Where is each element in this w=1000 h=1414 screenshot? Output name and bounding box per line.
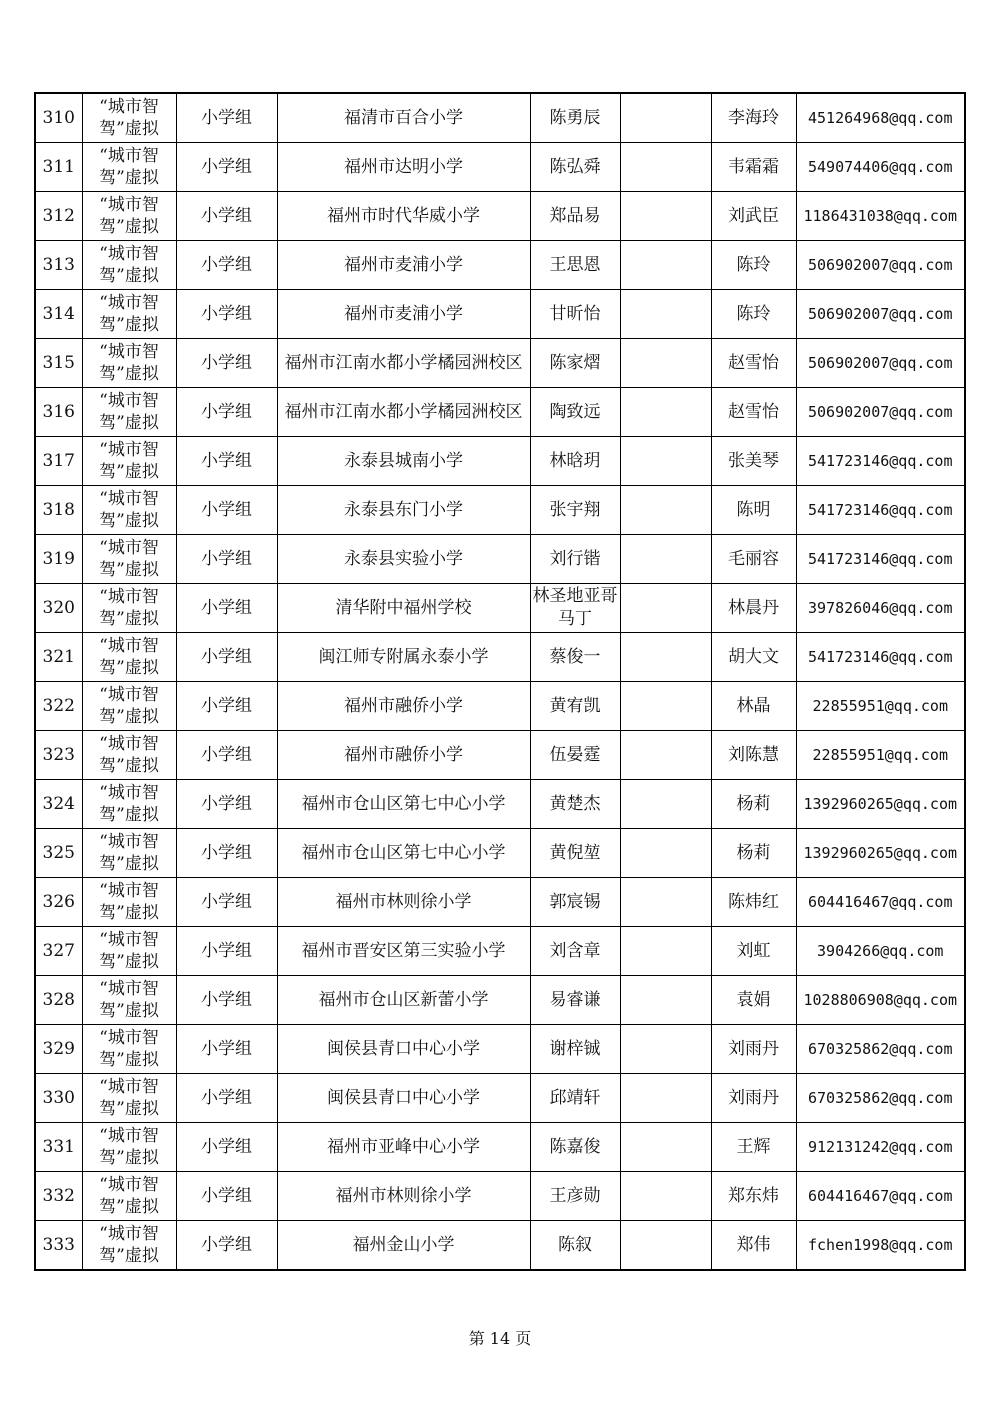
- student-name-cell: 张宇翔: [530, 486, 620, 535]
- serial-number-cell: 321: [35, 633, 82, 682]
- email-cell: 1392960265@qq.com: [796, 780, 965, 829]
- school-cell: 福州市达明小学: [277, 143, 530, 192]
- table-row: [35, 829, 965, 878]
- serial-number-cell: 331: [35, 1123, 82, 1172]
- event-cell: “城市智驾”虚拟: [82, 486, 176, 535]
- event-cell: “城市智驾”虚拟: [82, 1074, 176, 1123]
- teacher-name-cell: 韦霜霜: [711, 143, 796, 192]
- teacher-name-cell: 陈玲: [711, 290, 796, 339]
- school-cell: 福州市融侨小学: [277, 731, 530, 780]
- table-row: [35, 1025, 965, 1074]
- teacher-name-cell: 陈明: [711, 486, 796, 535]
- student-name-cell: 谢梓铖: [530, 1025, 620, 1074]
- school-cell: 福州市江南水都小学橘园洲校区: [277, 339, 530, 388]
- email-cell: 604416467@qq.com: [796, 1172, 965, 1221]
- school-cell: 福州市麦浦小学: [277, 241, 530, 290]
- school-cell: 福州市仓山区新蕾小学: [277, 976, 530, 1025]
- teacher-name-cell: 郑东炜: [711, 1172, 796, 1221]
- event-cell: “城市智驾”虚拟: [82, 1172, 176, 1221]
- school-cell: 闽侯县青口中心小学: [277, 1025, 530, 1074]
- group-cell: 小学组: [176, 192, 277, 241]
- school-cell: 闽江师专附属永泰小学: [277, 633, 530, 682]
- teacher-name-cell: 林晨丹: [711, 584, 796, 633]
- empty-cell: [620, 339, 711, 388]
- email-cell: 541723146@qq.com: [796, 437, 965, 486]
- student-name-cell: 郭宸锡: [530, 878, 620, 927]
- email-cell: 549074406@qq.com: [796, 143, 965, 192]
- empty-cell: [620, 290, 711, 339]
- event-cell: “城市智驾”虚拟: [82, 682, 176, 731]
- event-cell: “城市智驾”虚拟: [82, 192, 176, 241]
- email-cell: 670325862@qq.com: [796, 1025, 965, 1074]
- group-cell: 小学组: [176, 1172, 277, 1221]
- student-name-cell: 陈家熠: [530, 339, 620, 388]
- event-cell: “城市智驾”虚拟: [82, 1123, 176, 1172]
- table-row: [35, 731, 965, 780]
- serial-number-cell: 328: [35, 976, 82, 1025]
- group-cell: 小学组: [176, 584, 277, 633]
- email-cell: 506902007@qq.com: [796, 290, 965, 339]
- empty-cell: [620, 1221, 711, 1271]
- table-row: [35, 143, 965, 192]
- teacher-name-cell: 张美琴: [711, 437, 796, 486]
- event-cell: “城市智驾”虚拟: [82, 143, 176, 192]
- student-name-cell: 陈叙: [530, 1221, 620, 1271]
- email-cell: 604416467@qq.com: [796, 878, 965, 927]
- email-cell: 1186431038@qq.com: [796, 192, 965, 241]
- table-row: [35, 93, 965, 143]
- serial-number-cell: 313: [35, 241, 82, 290]
- group-cell: 小学组: [176, 535, 277, 584]
- serial-number-cell: 329: [35, 1025, 82, 1074]
- event-cell: “城市智驾”虚拟: [82, 93, 176, 143]
- event-cell: “城市智驾”虚拟: [82, 437, 176, 486]
- student-name-cell: 陈弘舜: [530, 143, 620, 192]
- student-name-cell: 易睿谦: [530, 976, 620, 1025]
- serial-number-cell: 325: [35, 829, 82, 878]
- event-cell: “城市智驾”虚拟: [82, 878, 176, 927]
- email-cell: 3904266@qq.com: [796, 927, 965, 976]
- page-number: 第 14 页: [468, 1329, 532, 1348]
- serial-number-cell: 317: [35, 437, 82, 486]
- email-cell: 541723146@qq.com: [796, 535, 965, 584]
- teacher-name-cell: 王辉: [711, 1123, 796, 1172]
- school-cell: 闽侯县青口中心小学: [277, 1074, 530, 1123]
- event-cell: “城市智驾”虚拟: [82, 829, 176, 878]
- table-row: [35, 192, 965, 241]
- event-cell: “城市智驾”虚拟: [82, 1025, 176, 1074]
- empty-cell: [620, 1025, 711, 1074]
- serial-number-cell: 315: [35, 339, 82, 388]
- table-row: [35, 878, 965, 927]
- event-cell: “城市智驾”虚拟: [82, 241, 176, 290]
- school-cell: 永泰县实验小学: [277, 535, 530, 584]
- email-cell: 22855951@qq.com: [796, 731, 965, 780]
- table-row: [35, 290, 965, 339]
- table-row: [35, 1123, 965, 1172]
- empty-cell: [620, 143, 711, 192]
- school-cell: 福州市晋安区第三实验小学: [277, 927, 530, 976]
- results-table: [34, 92, 966, 1271]
- event-cell: “城市智驾”虚拟: [82, 976, 176, 1025]
- serial-number-cell: 326: [35, 878, 82, 927]
- email-cell: 22855951@qq.com: [796, 682, 965, 731]
- email-cell: fchen1998@qq.com: [796, 1221, 965, 1271]
- school-cell: 福州金山小学: [277, 1221, 530, 1271]
- table-row: [35, 339, 965, 388]
- table-row: [35, 682, 965, 731]
- student-name-cell: 陈勇辰: [530, 93, 620, 143]
- teacher-name-cell: 刘雨丹: [711, 1074, 796, 1123]
- school-cell: 福州市麦浦小学: [277, 290, 530, 339]
- student-name-cell: 黄楚杰: [530, 780, 620, 829]
- student-name-cell: 蔡俊一: [530, 633, 620, 682]
- student-name-cell: 刘含章: [530, 927, 620, 976]
- school-cell: 永泰县城南小学: [277, 437, 530, 486]
- email-cell: 451264968@qq.com: [796, 93, 965, 143]
- table-row: [35, 780, 965, 829]
- teacher-name-cell: 刘陈慧: [711, 731, 796, 780]
- empty-cell: [620, 731, 711, 780]
- serial-number-cell: 311: [35, 143, 82, 192]
- group-cell: 小学组: [176, 1074, 277, 1123]
- student-name-cell: 王彦勋: [530, 1172, 620, 1221]
- table-row: [35, 535, 965, 584]
- email-cell: 397826046@qq.com: [796, 584, 965, 633]
- student-name-cell: 邱靖轩: [530, 1074, 620, 1123]
- event-cell: “城市智驾”虚拟: [82, 388, 176, 437]
- group-cell: 小学组: [176, 437, 277, 486]
- school-cell: 福州市时代华威小学: [277, 192, 530, 241]
- school-cell: 福州市亚峰中心小学: [277, 1123, 530, 1172]
- serial-number-cell: 327: [35, 927, 82, 976]
- school-cell: 福州市林则徐小学: [277, 878, 530, 927]
- teacher-name-cell: 刘武臣: [711, 192, 796, 241]
- email-cell: 912131242@qq.com: [796, 1123, 965, 1172]
- email-cell: 506902007@qq.com: [796, 339, 965, 388]
- table-row: [35, 241, 965, 290]
- teacher-name-cell: 毛丽容: [711, 535, 796, 584]
- table-row: [35, 1074, 965, 1123]
- serial-number-cell: 324: [35, 780, 82, 829]
- table-row: [35, 1221, 965, 1271]
- teacher-name-cell: 赵雪怡: [711, 388, 796, 437]
- school-cell: 清华附中福州学校: [277, 584, 530, 633]
- school-cell: 福州市林则徐小学: [277, 1172, 530, 1221]
- serial-number-cell: 333: [35, 1221, 82, 1271]
- school-cell: 福州市江南水都小学橘园洲校区: [277, 388, 530, 437]
- teacher-name-cell: 林晶: [711, 682, 796, 731]
- student-name-cell: 林晗玥: [530, 437, 620, 486]
- group-cell: 小学组: [176, 339, 277, 388]
- student-name-cell: 陈嘉俊: [530, 1123, 620, 1172]
- teacher-name-cell: 赵雪怡: [711, 339, 796, 388]
- group-cell: 小学组: [176, 93, 277, 143]
- group-cell: 小学组: [176, 633, 277, 682]
- empty-cell: [620, 1172, 711, 1221]
- serial-number-cell: 332: [35, 1172, 82, 1221]
- table-row: [35, 633, 965, 682]
- empty-cell: [620, 927, 711, 976]
- table-row: [35, 437, 965, 486]
- teacher-name-cell: 陈炜红: [711, 878, 796, 927]
- event-cell: “城市智驾”虚拟: [82, 339, 176, 388]
- student-name-cell: 伍晏霆: [530, 731, 620, 780]
- serial-number-cell: 318: [35, 486, 82, 535]
- group-cell: 小学组: [176, 290, 277, 339]
- group-cell: 小学组: [176, 1123, 277, 1172]
- empty-cell: [620, 1123, 711, 1172]
- event-cell: “城市智驾”虚拟: [82, 731, 176, 780]
- school-cell: 永泰县东门小学: [277, 486, 530, 535]
- group-cell: 小学组: [176, 1221, 277, 1271]
- table-row: [35, 1172, 965, 1221]
- serial-number-cell: 314: [35, 290, 82, 339]
- email-cell: 1392960265@qq.com: [796, 829, 965, 878]
- empty-cell: [620, 1074, 711, 1123]
- teacher-name-cell: 杨莉: [711, 780, 796, 829]
- table-row: [35, 486, 965, 535]
- student-name-cell: 林圣地亚哥马丁: [530, 584, 620, 633]
- serial-number-cell: 312: [35, 192, 82, 241]
- serial-number-cell: 323: [35, 731, 82, 780]
- teacher-name-cell: 杨莉: [711, 829, 796, 878]
- table-row: [35, 584, 965, 633]
- empty-cell: [620, 682, 711, 731]
- empty-cell: [620, 976, 711, 1025]
- student-name-cell: 黄宥凯: [530, 682, 620, 731]
- group-cell: 小学组: [176, 143, 277, 192]
- group-cell: 小学组: [176, 388, 277, 437]
- serial-number-cell: 320: [35, 584, 82, 633]
- empty-cell: [620, 437, 711, 486]
- event-cell: “城市智驾”虚拟: [82, 780, 176, 829]
- table-row: [35, 976, 965, 1025]
- student-name-cell: 王思恩: [530, 241, 620, 290]
- student-name-cell: 黄倪堃: [530, 829, 620, 878]
- school-cell: 福州市仓山区第七中心小学: [277, 780, 530, 829]
- empty-cell: [620, 633, 711, 682]
- empty-cell: [620, 486, 711, 535]
- email-cell: 541723146@qq.com: [796, 486, 965, 535]
- empty-cell: [620, 584, 711, 633]
- event-cell: “城市智驾”虚拟: [82, 535, 176, 584]
- email-cell: 506902007@qq.com: [796, 241, 965, 290]
- student-name-cell: 郑品易: [530, 192, 620, 241]
- group-cell: 小学组: [176, 1025, 277, 1074]
- serial-number-cell: 316: [35, 388, 82, 437]
- teacher-name-cell: 李海玲: [711, 93, 796, 143]
- group-cell: 小学组: [176, 878, 277, 927]
- empty-cell: [620, 878, 711, 927]
- empty-cell: [620, 780, 711, 829]
- serial-number-cell: 319: [35, 535, 82, 584]
- group-cell: 小学组: [176, 731, 277, 780]
- empty-cell: [620, 535, 711, 584]
- school-cell: 福清市百合小学: [277, 93, 530, 143]
- event-cell: “城市智驾”虚拟: [82, 927, 176, 976]
- group-cell: 小学组: [176, 241, 277, 290]
- event-cell: “城市智驾”虚拟: [82, 584, 176, 633]
- group-cell: 小学组: [176, 927, 277, 976]
- student-name-cell: 刘行锴: [530, 535, 620, 584]
- group-cell: 小学组: [176, 682, 277, 731]
- event-cell: “城市智驾”虚拟: [82, 1221, 176, 1271]
- group-cell: 小学组: [176, 976, 277, 1025]
- email-cell: 1028806908@qq.com: [796, 976, 965, 1025]
- table-row: [35, 927, 965, 976]
- school-cell: 福州市融侨小学: [277, 682, 530, 731]
- student-name-cell: 甘昕怡: [530, 290, 620, 339]
- empty-cell: [620, 829, 711, 878]
- group-cell: 小学组: [176, 829, 277, 878]
- empty-cell: [620, 192, 711, 241]
- teacher-name-cell: 胡大文: [711, 633, 796, 682]
- teacher-name-cell: 郑伟: [711, 1221, 796, 1271]
- teacher-name-cell: 陈玲: [711, 241, 796, 290]
- serial-number-cell: 330: [35, 1074, 82, 1123]
- empty-cell: [620, 388, 711, 437]
- email-cell: 670325862@qq.com: [796, 1074, 965, 1123]
- email-cell: 541723146@qq.com: [796, 633, 965, 682]
- group-cell: 小学组: [176, 486, 277, 535]
- table-row: [35, 388, 965, 437]
- school-cell: 福州市仓山区第七中心小学: [277, 829, 530, 878]
- teacher-name-cell: 刘虹: [711, 927, 796, 976]
- serial-number-cell: 322: [35, 682, 82, 731]
- empty-cell: [620, 93, 711, 143]
- group-cell: 小学组: [176, 780, 277, 829]
- student-name-cell: 陶致远: [530, 388, 620, 437]
- event-cell: “城市智驾”虚拟: [82, 633, 176, 682]
- empty-cell: [620, 241, 711, 290]
- email-cell: 506902007@qq.com: [796, 388, 965, 437]
- event-cell: “城市智驾”虚拟: [82, 290, 176, 339]
- teacher-name-cell: 刘雨丹: [711, 1025, 796, 1074]
- teacher-name-cell: 袁娟: [711, 976, 796, 1025]
- serial-number-cell: 310: [35, 93, 82, 143]
